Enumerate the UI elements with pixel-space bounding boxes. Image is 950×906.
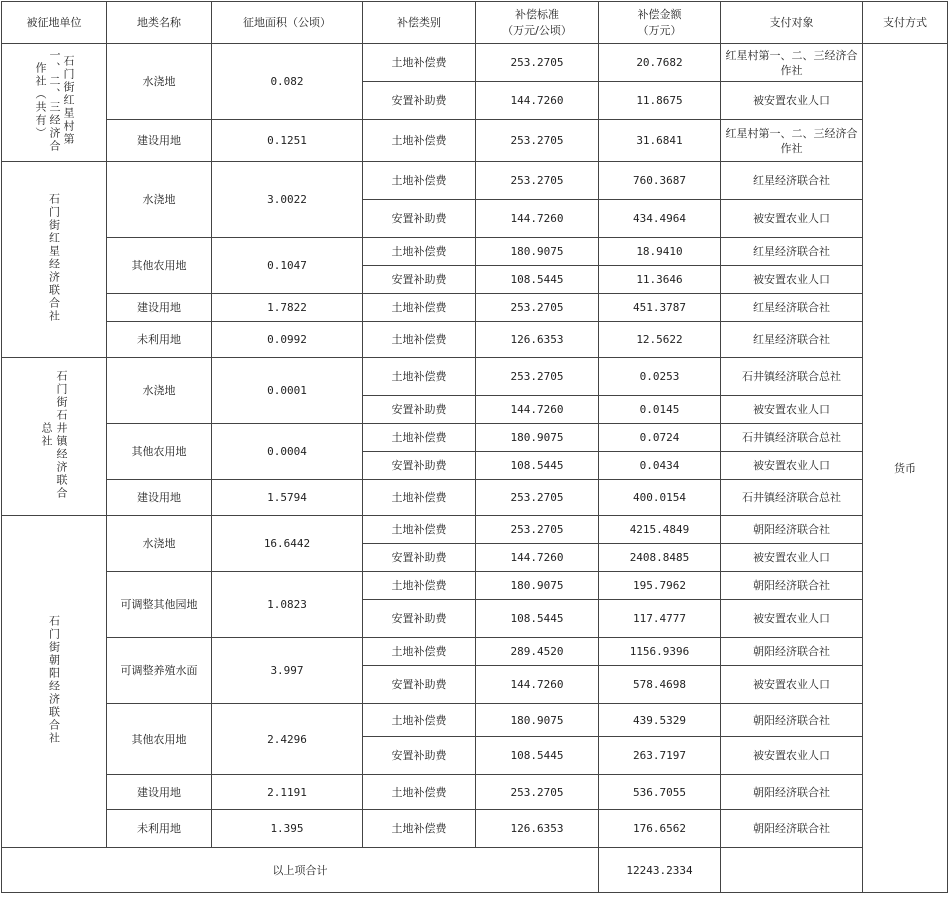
compensation-table bbox=[1, 1, 948, 893]
area-cell: 3.0022 bbox=[212, 162, 363, 238]
standard-cell: 289.4520 bbox=[476, 638, 599, 666]
standard-cell: 180.9075 bbox=[476, 704, 599, 737]
area-cell: 0.082 bbox=[212, 44, 363, 120]
standard-cell: 144.7260 bbox=[476, 82, 599, 120]
payee-cell: 被安置农业人口 bbox=[721, 666, 863, 704]
payee-cell: 红星村第一、二、三经济合作社 bbox=[721, 120, 863, 162]
amount-cell: 0.0145 bbox=[599, 396, 721, 424]
area-cell: 0.0001 bbox=[212, 358, 363, 424]
area-cell: 1.0823 bbox=[212, 572, 363, 638]
amount-cell: 263.7197 bbox=[599, 737, 721, 775]
payee-cell: 朝阳经济联合社 bbox=[721, 516, 863, 544]
amount-cell: 12.5622 bbox=[599, 322, 721, 358]
comp-type-cell: 安置补助费 bbox=[363, 396, 476, 424]
land-type-cell: 未利用地 bbox=[107, 810, 212, 848]
area-cell: 3.997 bbox=[212, 638, 363, 704]
payee-cell: 红星经济联合社 bbox=[721, 322, 863, 358]
table-row bbox=[2, 120, 948, 162]
payee-cell: 被安置农业人口 bbox=[721, 200, 863, 238]
area-cell: 2.4296 bbox=[212, 704, 363, 775]
land-type-cell: 水浇地 bbox=[107, 516, 212, 572]
payee-cell: 被安置农业人口 bbox=[721, 600, 863, 638]
comp-type-cell: 安置补助费 bbox=[363, 82, 476, 120]
payee-cell: 朝阳经济联合社 bbox=[721, 638, 863, 666]
land-type-cell: 其他农用地 bbox=[107, 238, 212, 294]
amount-cell: 20.7682 bbox=[599, 44, 721, 82]
payee-cell: 被安置农业人口 bbox=[721, 452, 863, 480]
payee-cell: 朝阳经济联合社 bbox=[721, 810, 863, 848]
payee-cell: 石井镇经济联合总社 bbox=[721, 358, 863, 396]
standard-cell: 253.2705 bbox=[476, 120, 599, 162]
standard-cell: 108.5445 bbox=[476, 452, 599, 480]
comp-type-cell: 安置补助费 bbox=[363, 200, 476, 238]
area-cell: 1.7822 bbox=[212, 294, 363, 322]
comp-type-cell: 安置补助费 bbox=[363, 600, 476, 638]
payee-cell: 石井镇经济联合总社 bbox=[721, 480, 863, 516]
payee-cell: 被安置农业人口 bbox=[721, 544, 863, 572]
amount-cell: 176.6562 bbox=[599, 810, 721, 848]
comp-type-cell: 土地补偿费 bbox=[363, 424, 476, 452]
standard-cell: 108.5445 bbox=[476, 266, 599, 294]
table-row bbox=[2, 238, 948, 266]
table-row bbox=[2, 294, 948, 322]
area-cell: 1.395 bbox=[212, 810, 363, 848]
amount-cell: 434.4964 bbox=[599, 200, 721, 238]
header-unit: 被征地单位 bbox=[2, 2, 107, 44]
payee-cell: 红星村第一、二、三经济合作社 bbox=[721, 44, 863, 82]
total-payee-empty bbox=[721, 848, 863, 893]
table-row bbox=[2, 480, 948, 516]
amount-cell: 11.8675 bbox=[599, 82, 721, 120]
standard-cell: 253.2705 bbox=[476, 44, 599, 82]
header-method: 支付方式 bbox=[863, 2, 948, 44]
amount-cell: 117.4777 bbox=[599, 600, 721, 638]
standard-cell: 144.7260 bbox=[476, 396, 599, 424]
standard-cell: 253.2705 bbox=[476, 358, 599, 396]
amount-cell: 2408.8485 bbox=[599, 544, 721, 572]
payee-cell: 被安置农业人口 bbox=[721, 396, 863, 424]
table-row bbox=[2, 704, 948, 737]
header-area: 征地面积（公顷） bbox=[212, 2, 363, 44]
comp-type-cell: 安置补助费 bbox=[363, 544, 476, 572]
amount-cell: 0.0434 bbox=[599, 452, 721, 480]
comp-type-cell: 土地补偿费 bbox=[363, 238, 476, 266]
amount-cell: 31.6841 bbox=[599, 120, 721, 162]
standard-cell: 180.9075 bbox=[476, 424, 599, 452]
area-cell: 0.1251 bbox=[212, 120, 363, 162]
unit-cell bbox=[2, 44, 107, 162]
table-row bbox=[2, 44, 948, 82]
comp-type-cell: 土地补偿费 bbox=[363, 322, 476, 358]
header-land-type: 地类名称 bbox=[107, 2, 212, 44]
area-cell: 1.5794 bbox=[212, 480, 363, 516]
comp-type-cell: 土地补偿费 bbox=[363, 120, 476, 162]
payment-method-cell: 货币 bbox=[863, 44, 948, 893]
total-label: 以上项合计 bbox=[2, 848, 599, 893]
amount-cell: 400.0154 bbox=[599, 480, 721, 516]
unit-name: 石门街石井镇经济联合总社 bbox=[40, 369, 68, 500]
land-type-cell: 未利用地 bbox=[107, 322, 212, 358]
standard-cell: 108.5445 bbox=[476, 737, 599, 775]
header-amount: 补偿金额 （万元） bbox=[599, 2, 721, 44]
land-type-cell: 水浇地 bbox=[107, 162, 212, 238]
area-cell: 0.0004 bbox=[212, 424, 363, 480]
standard-cell: 253.2705 bbox=[476, 480, 599, 516]
standard-cell: 144.7260 bbox=[476, 666, 599, 704]
standard-cell: 126.6353 bbox=[476, 322, 599, 358]
land-type-cell: 其他农用地 bbox=[107, 704, 212, 775]
payee-cell: 被安置农业人口 bbox=[721, 737, 863, 775]
comp-type-cell: 安置补助费 bbox=[363, 266, 476, 294]
amount-cell: 195.7962 bbox=[599, 572, 721, 600]
comp-type-cell: 土地补偿费 bbox=[363, 638, 476, 666]
table-row bbox=[2, 322, 948, 358]
unit-cell bbox=[2, 162, 107, 358]
area-cell: 0.1047 bbox=[212, 238, 363, 294]
standard-cell: 253.2705 bbox=[476, 162, 599, 200]
table-row bbox=[2, 572, 948, 600]
land-type-cell: 可调整其他园地 bbox=[107, 572, 212, 638]
comp-type-cell: 土地补偿费 bbox=[363, 775, 476, 810]
header-row bbox=[2, 2, 948, 44]
standard-cell: 126.6353 bbox=[476, 810, 599, 848]
area-cell: 0.0992 bbox=[212, 322, 363, 358]
header-payee: 支付对象 bbox=[721, 2, 863, 44]
land-type-cell: 其他农用地 bbox=[107, 424, 212, 480]
amount-cell: 536.7055 bbox=[599, 775, 721, 810]
standard-cell: 253.2705 bbox=[476, 516, 599, 544]
comp-type-cell: 土地补偿费 bbox=[363, 358, 476, 396]
unit-cell bbox=[2, 516, 107, 848]
total-amount: 12243.2334 bbox=[599, 848, 721, 893]
table-row bbox=[2, 775, 948, 810]
payee-cell: 红星经济联合社 bbox=[721, 162, 863, 200]
land-type-cell: 建设用地 bbox=[107, 775, 212, 810]
table-row bbox=[2, 358, 948, 396]
land-type-cell: 水浇地 bbox=[107, 358, 212, 424]
standard-cell: 180.9075 bbox=[476, 572, 599, 600]
land-type-cell: 可调整养殖水面 bbox=[107, 638, 212, 704]
payee-cell: 红星经济联合社 bbox=[721, 238, 863, 266]
comp-type-cell: 安置补助费 bbox=[363, 666, 476, 704]
standard-cell: 144.7260 bbox=[476, 200, 599, 238]
comp-type-cell: 安置补助费 bbox=[363, 452, 476, 480]
amount-cell: 0.0724 bbox=[599, 424, 721, 452]
area-cell: 2.1191 bbox=[212, 775, 363, 810]
amount-cell: 578.4698 bbox=[599, 666, 721, 704]
payee-cell: 红星经济联合社 bbox=[721, 294, 863, 322]
amount-cell: 439.5329 bbox=[599, 704, 721, 737]
comp-type-cell: 土地补偿费 bbox=[363, 572, 476, 600]
area-cell: 16.6442 bbox=[212, 516, 363, 572]
standard-cell: 144.7260 bbox=[476, 544, 599, 572]
table-row bbox=[2, 516, 948, 544]
amount-cell: 451.3787 bbox=[599, 294, 721, 322]
header-comp-type: 补偿类别 bbox=[363, 2, 476, 44]
unit-name: 石门街红星村第一、二、三经济合作社（共有） bbox=[34, 48, 75, 153]
comp-type-cell: 土地补偿费 bbox=[363, 44, 476, 82]
table-row bbox=[2, 638, 948, 666]
comp-type-cell: 土地补偿费 bbox=[363, 516, 476, 544]
standard-cell: 180.9075 bbox=[476, 238, 599, 266]
standard-cell: 253.2705 bbox=[476, 775, 599, 810]
land-type-cell: 建设用地 bbox=[107, 480, 212, 516]
payee-cell: 朝阳经济联合社 bbox=[721, 572, 863, 600]
comp-type-cell: 土地补偿费 bbox=[363, 480, 476, 516]
payee-cell: 石井镇经济联合总社 bbox=[721, 424, 863, 452]
amount-cell: 1156.9396 bbox=[599, 638, 721, 666]
amount-cell: 11.3646 bbox=[599, 266, 721, 294]
table-body bbox=[2, 44, 948, 893]
table-row bbox=[2, 424, 948, 452]
table-row bbox=[2, 162, 948, 200]
comp-type-cell: 土地补偿费 bbox=[363, 704, 476, 737]
standard-cell: 108.5445 bbox=[476, 600, 599, 638]
comp-type-cell: 土地补偿费 bbox=[363, 810, 476, 848]
unit-name: 石门街朝阳经济联合社 bbox=[47, 614, 61, 745]
amount-cell: 18.9410 bbox=[599, 238, 721, 266]
comp-type-cell: 土地补偿费 bbox=[363, 162, 476, 200]
amount-cell: 4215.4849 bbox=[599, 516, 721, 544]
comp-type-cell: 安置补助费 bbox=[363, 737, 476, 775]
payee-cell: 被安置农业人口 bbox=[721, 82, 863, 120]
standard-cell: 253.2705 bbox=[476, 294, 599, 322]
table-row bbox=[2, 810, 948, 848]
land-type-cell: 建设用地 bbox=[107, 120, 212, 162]
land-type-cell: 水浇地 bbox=[107, 44, 212, 120]
total-row bbox=[2, 848, 948, 893]
header-standard: 补偿标准 （万元/公顷） bbox=[476, 2, 599, 44]
payee-cell: 朝阳经济联合社 bbox=[721, 775, 863, 810]
payee-cell: 被安置农业人口 bbox=[721, 266, 863, 294]
amount-cell: 760.3687 bbox=[599, 162, 721, 200]
payee-cell: 朝阳经济联合社 bbox=[721, 704, 863, 737]
comp-type-cell: 土地补偿费 bbox=[363, 294, 476, 322]
amount-cell: 0.0253 bbox=[599, 358, 721, 396]
unit-name: 石门街红星经济联合社 bbox=[47, 192, 61, 323]
land-type-cell: 建设用地 bbox=[107, 294, 212, 322]
unit-cell bbox=[2, 358, 107, 516]
